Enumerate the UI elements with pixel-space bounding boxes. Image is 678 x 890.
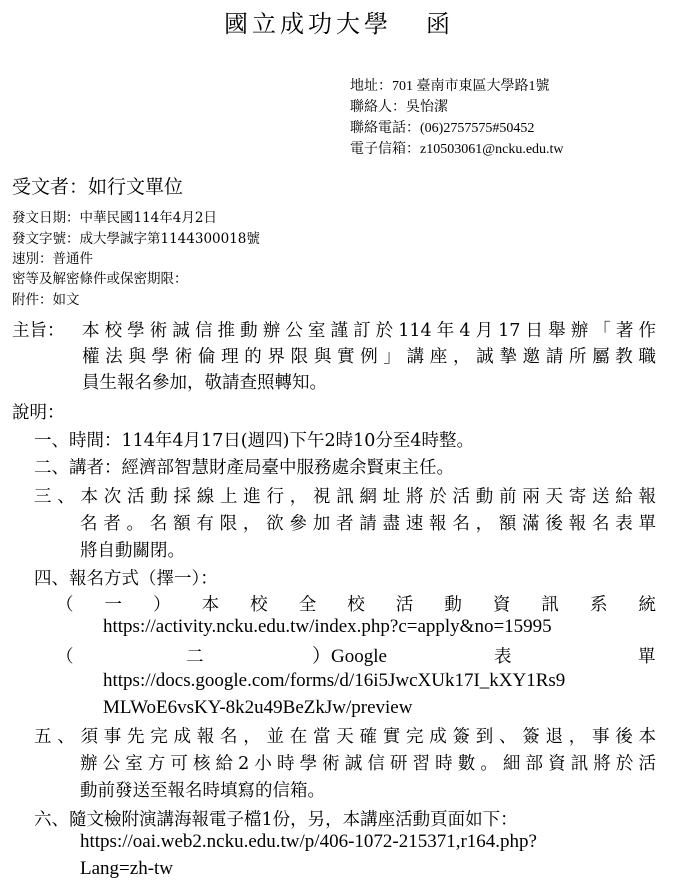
item-6-line-1: 六、隨文檢附演講海報電子檔1份，另，本講座活動頁面如下： — [34, 810, 518, 830]
document-title — [0, 4, 678, 39]
explanation-label: 說明： — [12, 403, 65, 423]
item-3-line-2: 名者。名額有限，欲參加者請盡速報名，額滿後報名表單 — [80, 514, 656, 534]
contact-phone: 聯絡電話：(06)2757575#50452 — [350, 121, 535, 136]
issue-date: 發文日期：中華民國114年4月2日 — [12, 210, 217, 226]
item-5-line-3: 動前發送至報名時填寫的信箱。 — [80, 781, 325, 801]
option-1-url[interactable]: https://activity.ncku.edu.tw/index.php?c=apply&no=15995 — [103, 616, 552, 637]
item-5-line-2: 辦公室方可核給2小時學術誠信研習時數。細部資訊將於活 — [80, 754, 656, 774]
contact-address: 地址：701 臺南市東區大學路1號 — [350, 79, 550, 94]
contact-person: 聯絡人：吳怡潔 — [350, 100, 448, 115]
option-2-url-line-1[interactable]: https://docs.google.com/forms/d/16i5JwcXUk17I_kXY1Rs9 — [103, 670, 566, 691]
option-1-label: （一）本校全校活動資訊系統 — [56, 595, 656, 615]
option-2-label: ）Google — [312, 646, 387, 667]
item-2-speaker: 二、講者：經濟部智慧財產局臺中服務處余賢東主任。 — [34, 458, 454, 478]
item-6-url-line-1[interactable]: https://oai.web2.ncku.edu.tw/p/406-1072-215371,r164.php? — [80, 831, 537, 852]
security-level: 密等及解密條件或保密期限： — [12, 271, 188, 287]
org-name: 國立成功大學 — [224, 10, 392, 38]
issue-number: 發文字號：成大學誠字第1144300018號 — [12, 231, 260, 247]
option-2-word-form: 表 — [494, 647, 512, 667]
subject-line-1: 本校學術誠信推動辦公室謹訂於114年4月17日舉辦「著作 — [82, 321, 656, 341]
attachment: 附件：如文 — [12, 292, 80, 308]
doc-type: 函 — [426, 10, 454, 38]
subject-label: 主旨： — [12, 321, 65, 341]
item-3-line-3: 將自動關閉。 — [80, 541, 185, 561]
option-2-word-sheet: 單 — [638, 647, 656, 667]
item-3-line-1: 三、本次活動採線上進行，視訊網址將於活動前兩天寄送給報 — [34, 487, 656, 507]
subject-line-3: 員生報名參加，敬請查照轉知。 — [82, 373, 327, 393]
option-2-paren-open: （ — [56, 647, 74, 667]
item-1-time: 一、時間：114年4月17日(週四)下午2時10分至4時整。 — [34, 431, 474, 451]
item-5-line-1: 五、須事先完成報名，並在當天確實完成簽到、簽退，事後本 — [34, 727, 656, 747]
option-2-number: 二 — [186, 647, 204, 667]
option-2-url-line-2[interactable]: MLWoE6vsKY-8k2u49BeZkJw/preview — [103, 697, 413, 718]
recipient: 受文者：如行文單位 — [12, 176, 184, 198]
item-6-url-line-2[interactable]: Lang=zh-tw — [80, 858, 174, 879]
subject-line-2: 權法與學術倫理的界限與實例」講座，誠摯邀請所屬教職 — [82, 347, 656, 367]
contact-email: 電子信箱：z10503061@ncku.edu.tw — [350, 142, 564, 157]
delivery-speed: 速別：普通件 — [12, 251, 93, 267]
item-4-heading: 四、報名方式（擇一）： — [34, 569, 218, 589]
